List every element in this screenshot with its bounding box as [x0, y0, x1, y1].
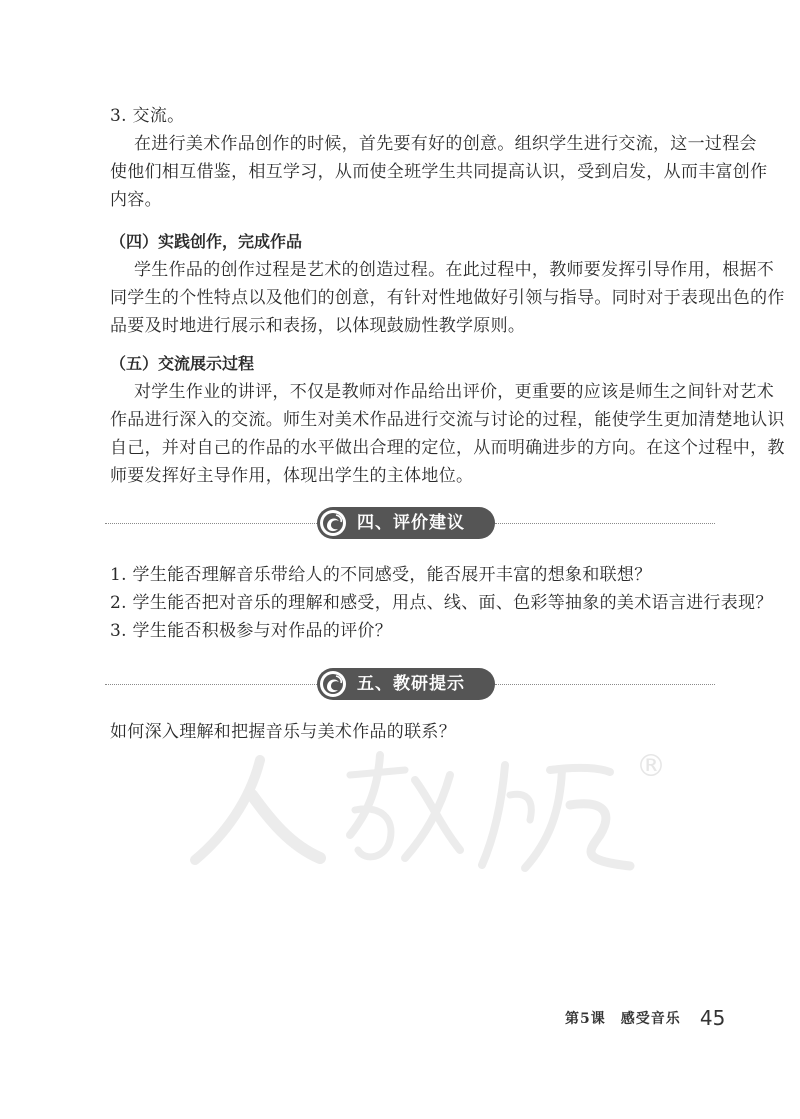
research-title: 五、教研提示	[357, 674, 465, 694]
page-number: 45	[699, 1006, 726, 1030]
section-title-pill	[317, 668, 495, 700]
paragraph-line: 品要及时地进行展示和表扬，以体现鼓励性教学原则。	[110, 316, 526, 336]
paragraph-line: 使他们相互借鉴，相互学习，从而使全班学生共同提高认识，受到启发，从而丰富创作	[110, 162, 768, 182]
paragraph-line: 同学生的个性特点以及他们的创意，有针对性地做好引领与指导。同时对于表现出色的作	[110, 288, 785, 308]
list-item: 1. 学生能否理解音乐带给人的不同感受，能否展开丰富的想象和联想？	[110, 565, 652, 585]
section-title-pill	[317, 507, 495, 539]
paragraph-line: 学生作品的创作过程是艺术的创造过程。在此过程中，教师要发挥引导作用，根据不	[134, 260, 775, 280]
paragraph-line: 对学生作业的讲评，不仅是教师对作品给出评价，更重要的应该是师生之间针对艺术	[134, 382, 775, 402]
paragraph-line: 师要发挥好主导作用，体现出学生的主体地位。	[110, 466, 474, 486]
section-practice	[110, 228, 785, 340]
swirl-icon	[319, 509, 347, 537]
swirl-icon	[319, 670, 347, 698]
dotted-divider	[105, 684, 317, 685]
section-display-heading: （五）交流展示过程	[110, 354, 255, 373]
dotted-divider	[495, 684, 715, 685]
list-item: 2. 学生能否把对音乐的理解和感受，用点、线、面、色彩等抽象的美术语言进行表现？	[110, 593, 773, 613]
paragraph-line: 在进行美术作品创作的时候，首先要有好的创意。组织学生进行交流，这一过程会	[134, 134, 757, 154]
paragraph-line: 内容。	[110, 190, 162, 210]
lesson-title: 第5课 感受音乐	[565, 1011, 681, 1027]
paragraph-line: 自己，并对自己的作品的水平做出合理的定位，从而明确进步的方向。在这个过程中，教	[110, 438, 785, 458]
page-footer	[565, 1006, 725, 1036]
dotted-divider	[105, 523, 317, 524]
section-practice-heading: （四）实践创作，完成作品	[110, 232, 303, 251]
list-item: 3. 学生能否积极参与对作品的评价？	[110, 621, 393, 641]
research-section-header	[105, 668, 715, 702]
paragraph-line: 作品进行深入的交流。师生对美术作品进行交流与讨论的过程，能使学生更加清楚地认识	[110, 410, 785, 430]
section-exchange-heading: 3. 交流。	[110, 106, 185, 126]
publisher-watermark	[190, 740, 666, 880]
research-question: 如何深入理解和把握音乐与美术作品的联系？	[110, 722, 456, 742]
evaluation-section-header	[105, 507, 715, 541]
evaluation-list	[110, 561, 773, 645]
registered-mark: ®	[636, 749, 666, 784]
dotted-divider	[495, 523, 715, 524]
evaluation-title: 四、评价建议	[357, 513, 465, 533]
section-display	[110, 350, 785, 490]
section-exchange	[110, 102, 768, 214]
